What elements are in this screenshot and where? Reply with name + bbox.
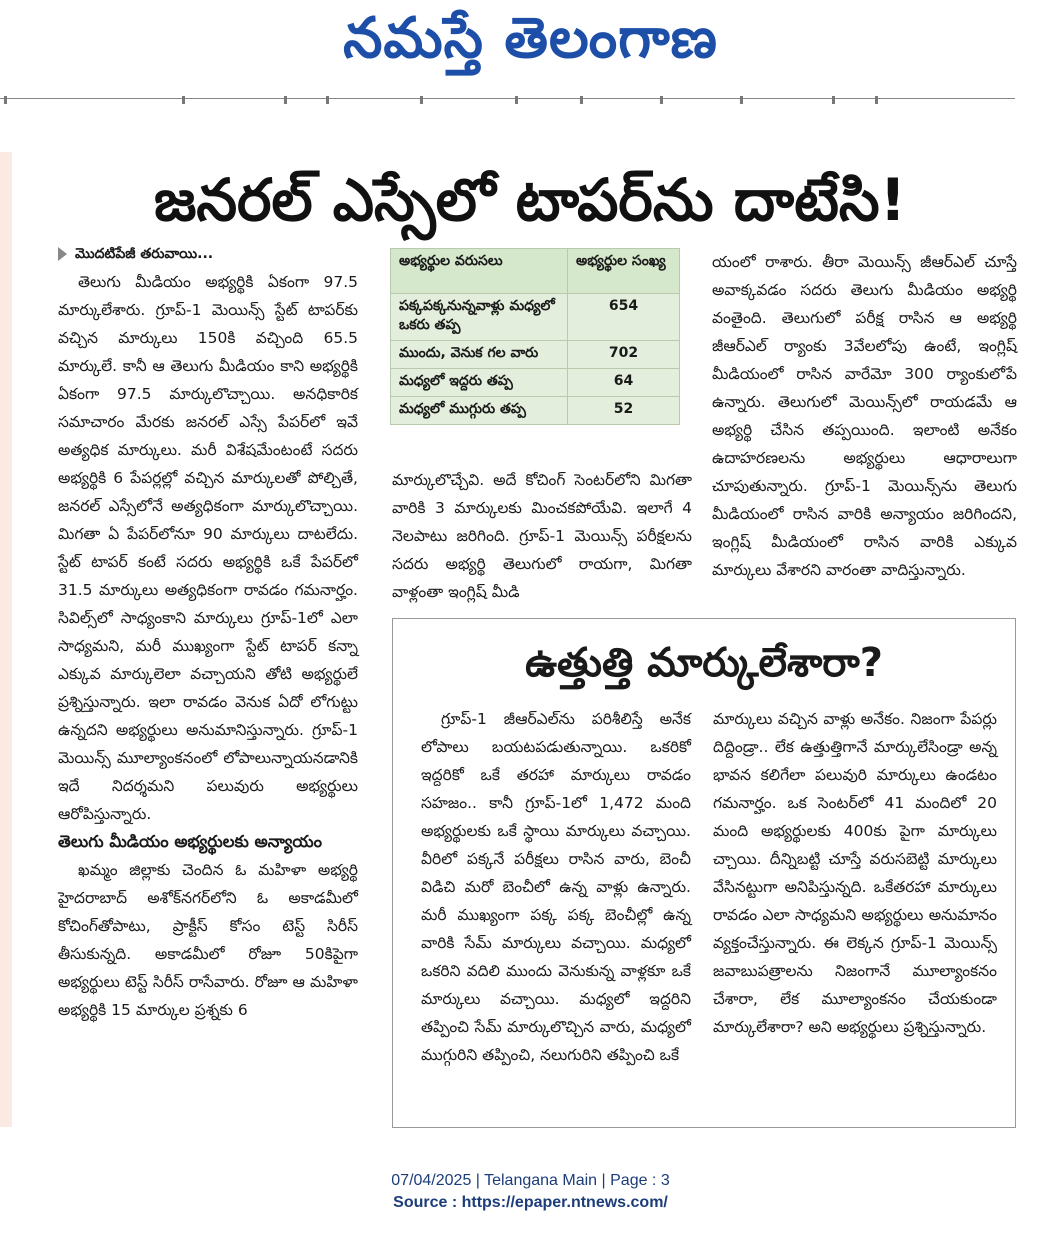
article-column-3 xyxy=(712,248,1017,584)
table-cell-value: 702 xyxy=(568,341,680,369)
article-column-2 xyxy=(392,466,692,606)
table-cell-value: 52 xyxy=(568,397,680,425)
table-cell-label: మధ్యలో ఇద్దరు తప్ప xyxy=(391,369,568,397)
table-row xyxy=(391,369,680,397)
paragraph: తెలుగు మీడియం అభ్యర్థికి ఏకంగా 97.5 మార్కులేశారు. గ్రూప్‌-1 మెయిన్స్‌ స్టేట్‌ టాపర్‌కు వచ్చిన మార్కులు 150కి వచ్చింది 65.5 మార్కులే. కానీ ఆ తెలుగు మీడియం కాని అభ్యర్థికి ఏకంగా 97.5 మార్కులొచ్చాయి. అనధికారిక సమాచారం మేరకు జనరల్‌ ఎస్సే పేపర్‌లో ఇవే అత్యధిక మార్కులు. మరీ విశేషమేంటంటే సదరు అభ్యర్థికి 6 పేపర్లల్లో వచ్చిన మార్కులతో పోల్చితే, జనరల్‌ ఎస్సేలోనే అత్యధికంగా మార్కులొచ్చాయి. మిగతా ఏ పేపర్‌లోనూ 90 మార్కులు దాటలేదు. స్టేట్‌ టాపర్‌ కంటే సదరు అభ్యర్థికి ఒకే పేపర్‌లో 31.5 మార్కులు అత్యధికంగా రావడం గమనార్హం. సివిల్స్‌లో సాధ్యంకాని మార్కులు గ్రూప్‌-1లో ఎలా సాధ్యమని, మరీ ముఖ్యంగా స్టేట్‌ టాపర్‌ కన్నా ఎక్కువ మార్కులెలా వచ్చాయని తోటి అభ్యర్థులే ప్రశ్నిస్తున్నారు. ఇలా రావడం వెనుక ఏదో లోగుట్టు ఉన్నదని అభ్యర్థులు అనుమానిస్తున్నారు. గ్రూప్‌-1 మెయిన్స్‌ మూల్యాంకనంలో లోపాలున్నాయనడానికి ఇదే నిదర్శమని పలువురు అభ్యర్థులు ఆరోపిస్తున్నారు. xyxy=(58,273,358,823)
paragraph: మార్కులొచ్చేవి. అదే కోచింగ్‌ సెంటర్‌లోని మిగతా వారికి 3 మార్కులకు మించకపోయేవి. ఇలాగే 4 నెలపాటు జరిగింది. గ్రూప్‌-1 మెయిన్స్‌ పరీక్షలను సదరు అభ్యర్థి తెలుగులో రాయగా, మిగతా వాళ్లంతా ఇంగ్లిష్‌ మీడి xyxy=(392,471,692,601)
paragraph: ఖమ్మం జిల్లాకు చెందిన ఓ మహిళా అభ్యర్థి హైదరాబాద్‌ అశోక్‌నగర్‌లోని ఓ అకాడమీలో కోచింగ్‌తోపాటు, ప్రాక్టీస్‌ కోసం టెస్ట్‌ సిరీస్‌ తీసుకున్నది. అకాడమీలో రోజూ 50కిపైగా అభ్యర్థులు టెస్ట్‌ సిరీస్‌ రాసేవారు. రోజూ ఆ మహిళా అభ్యర్థికి 15 మార్కుల ప్రశ్నకు 6 xyxy=(58,861,358,1019)
left-margin-strip xyxy=(0,152,12,1127)
sidebar-box-title: ఉత్తుత్తి మార్కులేశారా? xyxy=(525,640,883,686)
article-headline: జనరల్ ఎస్సేలో టాపర్‌ను దాటేసి! xyxy=(153,166,907,234)
table-row xyxy=(391,341,680,369)
sidebar-column-1 xyxy=(421,705,691,1069)
table-row xyxy=(391,397,680,425)
article-column-1 xyxy=(58,240,358,1024)
masthead-tick-marks xyxy=(0,96,1015,110)
footer-source: Source : https://epaper.ntnews.com/ xyxy=(393,1194,668,1211)
table-row xyxy=(391,294,680,341)
sidebar-box xyxy=(392,618,1016,1128)
masthead xyxy=(0,0,1061,80)
table-header-row xyxy=(391,249,680,294)
table-cell-label: ముందు, వెనుక గల వారు xyxy=(391,341,568,369)
table-cell-value: 654 xyxy=(568,294,680,341)
page-footer xyxy=(0,1170,1061,1214)
table-cell-label: పక్కపక్కనున్నవాళ్లు మధ్యలో ఒకరు తప్ప xyxy=(391,294,568,341)
continuation-note xyxy=(58,240,358,268)
chevron-right-icon xyxy=(58,247,67,261)
section-subheading: తెలుగు మీడియం అభ్యర్థులకు అన్యాయం xyxy=(58,832,323,851)
footer-date-edition: 07/04/2025 | Telangana Main | Page : 3 xyxy=(391,1172,670,1189)
paragraph: మార్కులు వచ్చిన వాళ్లు అనేకం. నిజంగా పేపర్లు దిద్దిండ్రా.. లేక ఉత్తుత్తిగానే మార్కులేసిండ్రా అన్న భావన కలిగేలా పలువురి మార్కులు ఉండటం గమనార్హం. ఒక సెంటర్‌లో 41 మందిలో 20 మంది అభ్యర్థులకు 400కు పైగా మార్కులు చ్చాయి. దీన్నిబట్టి చూస్తే వరుసబెట్టి మార్కులు వేసినట్టుగా అనిపిస్తున్నది. ఒకేతరహా మార్కులు రావడం ఎలా సాధ్యమని అభ్యర్థులు అనుమానం వ్యక్తంచేస్తున్నారు. ఈ లెక్కన గ్రూప్‌-1 మెయిన్స్‌ జవాబుపత్రాలను నిజంగానే మూల్యాంకనం చేశారా, లేక మూల్యాంకనం చేయకుండా మార్కులేశారా? అని అభ్యర్థులు ప్రశ్నిస్తున్నారు. xyxy=(713,710,997,1036)
table-cell-value: 64 xyxy=(568,369,680,397)
newspaper-logo: నమస్తే తెలంగాణ xyxy=(343,6,718,71)
sidebar-column-2 xyxy=(713,705,997,1041)
table-header-cell: అభ్యర్థుల సంఖ్య xyxy=(568,249,680,294)
candidates-table xyxy=(390,248,680,425)
table-cell-label: మధ్యలో ముగ్గురు తప్ప xyxy=(391,397,568,425)
paragraph: గ్రూప్‌-1 జీఆర్‌ఎల్‌ను పరిశీలిస్తే అనేక లోపాలు బయటపడుతున్నాయి. ఒకరికో ఇద్దరికో ఒకే తరహా మార్కులు రావడం సహజం.. కానీ గ్రూప్‌-1లో 1,472 మంది అభ్యర్థులకు ఒకే స్థాయి మార్కులు వచ్చాయి. వీరిలో పక్కనే పరీక్షలు రాసిన వారు, బెంచీ విడిచి మరో బెంచీలో ఉన్న వాళ్లు ఉన్నారు. మరీ ముఖ్యంగా పక్క పక్క బెంచీల్లో ఉన్న వారికి సేమ్‌ మార్కులు వచ్చాయి. మధ్యలో ఒకరిని వదిలి ముందు వెనుకున్న వాళ్లకూ ఒకే మార్కులు వచ్చాయి. మధ్యలో ఇద్దరిని తప్పించి సేమ్‌ మార్కులొచ్చిన వారు, మధ్యలో ముగ్గురిని తప్పించి, నలుగురిని తప్పించి ఒకే xyxy=(421,710,691,1064)
continuation-label: మొదటిపేజీ తరువాయి... xyxy=(75,246,214,262)
table-header-cell: అభ్యర్థుల వరుసలు xyxy=(391,249,568,294)
paragraph: యంలో రాశారు. తీరా మెయిన్స్‌ జీఆర్‌ఎల్‌ చూస్తే అవాక్కవడం సదరు తెలుగు మీడియం అభ్యర్థి వంతైంది. తెలుగులో పరీక్ష రాసిన ఆ అభ్యర్థి జీఆర్‌ఎల్‌ ర్యాంకు 3వేలలోపు ఉంటే, ఇంగ్లిష్‌ మీడియంలో రాసిన వారేమో 300 ర్యాంకులోపే ఉన్నారు. తెలుగులో మెయిన్స్‌లో రాయడమే ఆ అభ్యర్థి చేసిన తప్పయింది. ఇలాంటి అనేకం ఉదాహరణలను అభ్యర్థులు ఆధారాలుగా చూపుతున్నారు. గ్రూప్‌-1 మెయిన్స్‌ను తెలుగు మీడియంలో రాసిన వారికి అన్యాయం జరిగిందని, ఇంగ్లిష్‌ మీడియంలో రాసిన వారికి ఎక్కువ మార్కులు వేశారని వారంతా వాదిస్తున్నారు. xyxy=(712,253,1017,579)
